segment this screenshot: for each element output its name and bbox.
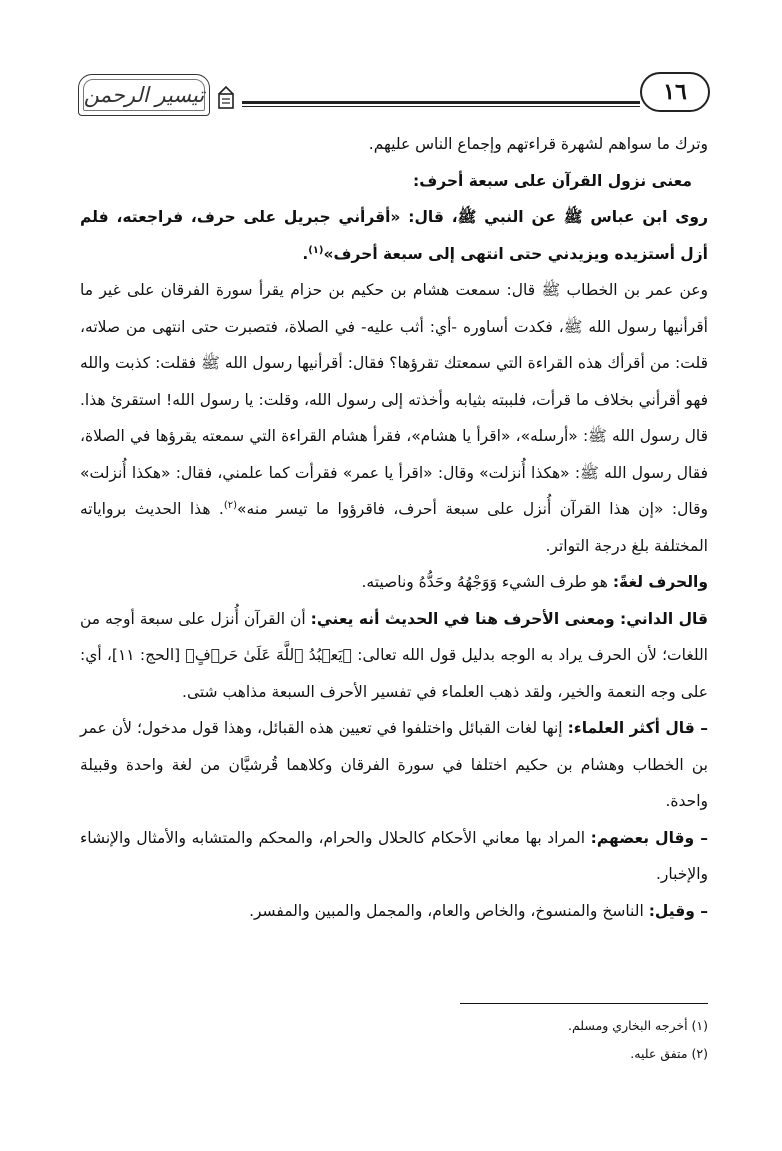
opinion-3-text: الناسخ والمنسوخ، والخاص والعام، والمجمل والمبين والمفسر. — [249, 901, 649, 920]
paragraph-intro-text: وترك ما سواهم لشهرة قراءتهم وإجماع الناس عليهم. — [368, 135, 708, 153]
page-number: ١٦ — [663, 79, 687, 105]
hadith-ibn-abbas-text: روى ابن عباس ﷺ عن النبي ﷺ، قال: «أقرأني جبريل على حرف، فراجعته، فلم أزل أستزيده ويزيدني حتى انتهى إلى سبعة أحرف» — [80, 208, 708, 263]
page-number-badge — [640, 72, 710, 112]
paragraph-hadith-ibn-abbas — [80, 199, 708, 272]
header-rule — [242, 101, 640, 104]
page-header — [72, 68, 716, 118]
opinion-2-text: المراد بها معاني الأحكام كالحلال والحرام، والمحكم والمتشابه والأمثال والإنشاء والإخبار. — [80, 828, 708, 883]
footnote-divider — [460, 1003, 708, 1004]
paragraph-opinion-3 — [80, 893, 708, 930]
definition-label: والحرف لغةً: — [612, 573, 708, 591]
footnote-1: (١) أخرجه البخاري ومسلم. — [568, 1018, 708, 1033]
paragraph-hadith-umar — [80, 272, 708, 564]
footnote-2: (٢) متفق عليه. — [630, 1046, 708, 1061]
paragraph-opinion-1 — [80, 710, 708, 820]
footnotes — [80, 1012, 708, 1068]
book-ornament-icon — [214, 84, 238, 112]
section-heading: معنى نزول القرآن على سبعة أحرف: — [413, 171, 692, 190]
definition-text: هو طرف الشيء وَوَجْهُهُ وحَدُّهُ وناصيته. — [361, 573, 613, 591]
opinion-1-text: إنها لغات القبائل واختلفوا في تعيين هذه القبائل، وهذا قول مدخول؛ لأن عمر بن الخطاب وهشام بن حكيم اختلفا في سورة الفرقان وكلاهما قُرشيَّان من لغة واحدة وقبيلة واحدة. — [80, 719, 708, 810]
opinion-2-label: – وقال بعضهم: — [590, 828, 708, 847]
dani-label: قال الداني: ومعنى الأحرف هنا في الحديث أنه يعني: — [310, 609, 708, 628]
dani-text: أن القرآن أُنزل على سبعة أوجه من اللغات؛ لأن الحرف يراد به الوجه بدليل قول الله تعالى: ﴿يَعۡبُدُ ٱللَّهَ عَلَىٰ حَرۡفٍ﴾ [الحج: ١١]، أي: على وجه النعمة والخير، ولقد ذهب العلماء في تفسير الأحرف السبعة مذاهب شتى. — [80, 609, 708, 701]
opinion-1-label: – قال أكثر العلماء: — [567, 719, 708, 737]
paragraph-dani — [80, 601, 708, 711]
footnote-ref-1[interactable]: (١) — [308, 244, 324, 256]
book-title: تيسير الرحمن — [83, 83, 205, 107]
page-body — [80, 126, 708, 929]
footnote-ref-2[interactable]: (٢) — [223, 499, 238, 511]
paragraph-definition — [80, 564, 708, 601]
opinion-3-label: – وقيل: — [648, 901, 708, 920]
book-title-frame — [78, 74, 210, 116]
hadith-umar-text: وعن عمر بن الخطاب ﷺ قال: سمعت هشام بن حكيم بن حزام يقرأ سورة الفرقان على غير ما أقرأنيها رسول الله ﷺ، فكدت أساوره -أي: أثب عليه- في الصلاة، فتصبرت حتى انتهى من صلاته، قلت: من أقرأك هذه القراءة التي سمعتك تقرؤها؟ فقال: أقرأنيها رسول الله ﷺ فقلت: كذبت والله فهو أقرأني بخلاف ما قرأت، فلببته بثيابه وأخذته إلى رسول الله، وقلت: يا رسول الله! استقرئ هذا. قال رسول الله ﷺ: «أرسله»، «اقرأ يا هشام»، فقرأ هشام القراءة التي سمعته يقرؤها في الصلاة، فقال رسول الله ﷺ: «هكذا أُنزلت» وقال: «اقرأ يا عمر» فقرأت كما علمني، فقال: «هكذا أُنزلت» وقال: «إن هذا القرآن أُنزل على سبعة أحرف، فاقرؤوا ما تيسر منه» — [80, 281, 708, 518]
hadith-umar-end: . هذا الحديث برواياته المختلفة بلغ درجة التواتر. — [80, 500, 708, 555]
paragraph-opinion-2 — [80, 820, 708, 893]
paragraph-intro — [80, 126, 708, 163]
hadith-ibn-abbas-end: . — [302, 244, 309, 263]
